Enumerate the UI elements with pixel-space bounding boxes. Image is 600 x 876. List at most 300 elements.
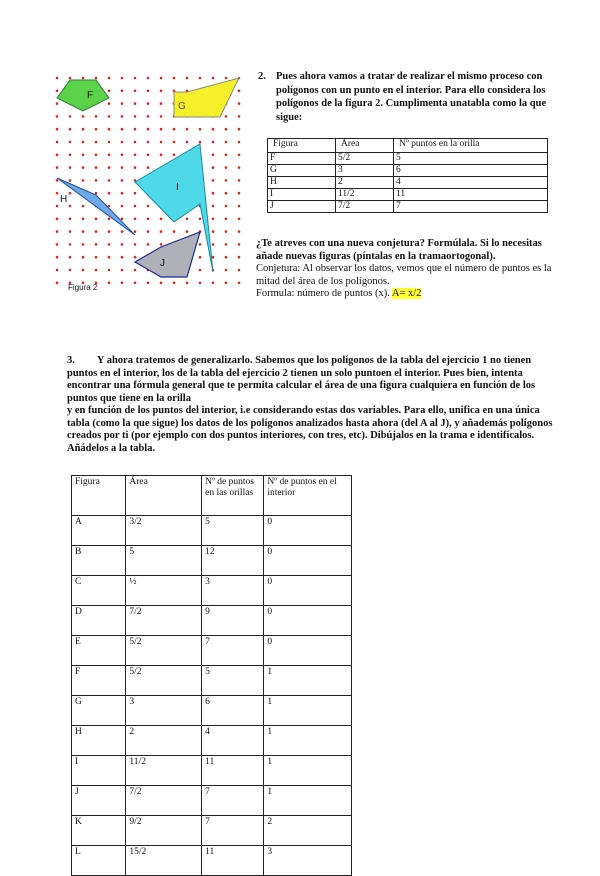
cell: 7/2 [336, 201, 394, 213]
grid-dot [212, 243, 215, 246]
grid-dot [238, 192, 241, 195]
header-puntos-interior: Nº de puntos en el interior [264, 476, 352, 516]
grid-dot [147, 141, 150, 144]
table-cell: 1 [264, 756, 352, 786]
grid-dot [160, 90, 163, 93]
table-cell: 11 [202, 846, 264, 876]
grid-dot [186, 282, 189, 285]
table-cell: I [72, 756, 126, 786]
grid-dot [147, 230, 150, 233]
grid-dot [82, 230, 85, 233]
grid-dot [225, 205, 228, 208]
formula-highlight: A= x/2 [391, 288, 422, 299]
grid-dot [238, 218, 241, 221]
grid-dot [108, 90, 111, 93]
grid-dot [69, 218, 72, 221]
grid-dot [147, 90, 150, 93]
table-cell: 3 [202, 576, 264, 606]
grid-dot [56, 166, 59, 169]
table-body [72, 516, 352, 876]
grid-dot [199, 77, 202, 80]
table-cell: K [72, 816, 126, 846]
table-row [72, 546, 352, 576]
table-cell: 11/2 [126, 756, 202, 786]
table-cell: 3 [126, 696, 202, 726]
grid-dot [56, 282, 59, 285]
grid-dot [225, 179, 228, 182]
grid-dot [95, 77, 98, 80]
grid-dot [108, 115, 111, 118]
grid-dot [121, 282, 124, 285]
cell: F [268, 153, 336, 165]
grid-dot [82, 141, 85, 144]
table-row [72, 516, 352, 546]
grid-dot [160, 77, 163, 80]
grid-dot [56, 90, 59, 93]
grid-dot [121, 256, 124, 259]
grid-dot [225, 154, 228, 157]
grid-dot [134, 269, 137, 272]
table-row [72, 846, 352, 876]
grid-dot [225, 128, 228, 131]
grid-dot [134, 102, 137, 105]
grid-dot [238, 256, 241, 259]
grid-dot [238, 115, 241, 118]
grid-dot [82, 154, 85, 157]
header-figura: Figura [72, 476, 126, 516]
grid-dot [160, 128, 163, 131]
label-h: H [60, 194, 68, 205]
grid-dot [121, 90, 124, 93]
grid-dot [225, 192, 228, 195]
grid-dot [238, 90, 241, 93]
grid-dot [56, 102, 59, 105]
grid-dot [160, 102, 163, 105]
grid-dot [199, 256, 202, 259]
grid-dot [212, 141, 215, 144]
cell: H [268, 177, 336, 189]
grid-dot [199, 282, 202, 285]
grid-dot [82, 166, 85, 169]
grid-dot [56, 192, 59, 195]
figure-2-dot-grid [52, 72, 247, 287]
grid-dot [212, 179, 215, 182]
grid-dot [134, 243, 137, 246]
grid-dot [56, 128, 59, 131]
grid-dot [173, 128, 176, 131]
table-cell: F [72, 666, 126, 696]
grid-dot [56, 179, 59, 182]
grid-dot [238, 243, 241, 246]
grid-dot [225, 77, 228, 80]
table-cell: 3/2 [126, 516, 202, 546]
grid-dot [173, 141, 176, 144]
grid-dot [108, 179, 111, 182]
grid-dot [95, 256, 98, 259]
table-row [72, 726, 352, 756]
label-j: J [160, 258, 165, 269]
polygon-h [57, 178, 135, 235]
grid-dot [134, 192, 137, 195]
conjecture-answer: Conjetura: Al observar los datos, vemos que el número de puntos es la mitad del área de los polígonos. [256, 263, 552, 287]
table-row [72, 576, 352, 606]
table-cell: 7 [202, 786, 264, 816]
grid-dot [56, 243, 59, 246]
table-cell: 5/2 [126, 636, 202, 666]
header-puntos-orillas: Nº de puntos en las orillas [202, 476, 264, 516]
grid-dot [56, 154, 59, 157]
grid-dot [121, 269, 124, 272]
grid-dot [108, 218, 111, 221]
cell: J [268, 201, 336, 213]
grid-dot [95, 269, 98, 272]
question-3-number: 3. [67, 355, 75, 366]
table-cell: D [72, 606, 126, 636]
cell: 7 [394, 201, 548, 213]
grid-dot [134, 115, 137, 118]
grid-dot [82, 115, 85, 118]
grid-dot [121, 205, 124, 208]
cell: 4 [394, 177, 548, 189]
grid-dot [225, 256, 228, 259]
table-row [268, 153, 548, 165]
table-cell: 0 [264, 606, 352, 636]
grid-dot [95, 243, 98, 246]
grid-dot [82, 218, 85, 221]
grid-dot [56, 218, 59, 221]
grid-dot [82, 243, 85, 246]
conjecture-prompt: ¿Te atreves con una nueva conjetura? Formúlala. Si lo necesitas añade nuevas figuras (píntalas en la tramaortogonal). [256, 238, 542, 262]
grid-dot [212, 192, 215, 195]
grid-dot [147, 154, 150, 157]
grid-dot [108, 243, 111, 246]
grid-dot [147, 218, 150, 221]
grid-dot [69, 230, 72, 233]
table-cell: 2 [264, 816, 352, 846]
grid-dot [147, 166, 150, 169]
grid-dot [95, 141, 98, 144]
grid-dot [199, 243, 202, 246]
cell: G [268, 165, 336, 177]
grid-dot [56, 269, 59, 272]
grid-dot [108, 128, 111, 131]
grid-dot [160, 282, 163, 285]
table-polygons-one-interior-point [267, 138, 548, 213]
header-area: Área [336, 139, 394, 153]
grid-dot [173, 230, 176, 233]
grid-dot [56, 256, 59, 259]
formula-prefix: Formula: número de puntos (x). [256, 288, 390, 299]
grid-dot [134, 218, 137, 221]
grid-dot [212, 282, 215, 285]
grid-dot [225, 115, 228, 118]
grid-dot [108, 282, 111, 285]
table-row [72, 696, 352, 726]
grid-dot [147, 282, 150, 285]
grid-dot [212, 77, 215, 80]
grid-dot [134, 128, 137, 131]
grid-dot [69, 192, 72, 195]
table-cell: 0 [264, 576, 352, 606]
grid-dot [238, 154, 241, 157]
question-3-part1 [67, 355, 557, 405]
grid-dot [69, 243, 72, 246]
cell: 5/2 [336, 153, 394, 165]
table-row [72, 756, 352, 786]
grid-dot [82, 205, 85, 208]
grid-dot [121, 102, 124, 105]
cell: 6 [394, 165, 548, 177]
table-cell: 1 [264, 666, 352, 696]
table-cell: 0 [264, 546, 352, 576]
grid-dot [160, 218, 163, 221]
grid-dot [225, 230, 228, 233]
table-cell: 12 [202, 546, 264, 576]
grid-dot [134, 205, 137, 208]
grid-dot [238, 166, 241, 169]
grid-dot [212, 154, 215, 157]
table-cell: 5 [202, 516, 264, 546]
grid-dot [108, 192, 111, 195]
question-2 [258, 70, 558, 124]
question-2-text: Pues ahora vamos a tratar de realizar el mismo proceso con polígonos con un punto en el interior. Para ello considera los polígonos de la figura 2. Cumplimenta unatabla como la que sigue: [276, 71, 547, 123]
grid-dot [238, 141, 241, 144]
grid-dot [108, 230, 111, 233]
table-cell: 7/2 [126, 786, 202, 816]
grid-dot [121, 141, 124, 144]
grid-dot [238, 230, 241, 233]
grid-dot [134, 90, 137, 93]
grid-dot [121, 154, 124, 157]
table-cell: 2 [126, 726, 202, 756]
grid-dot [121, 192, 124, 195]
grid-dot [69, 141, 72, 144]
table-row [268, 189, 548, 201]
grid-dot [108, 77, 111, 80]
grid-dot [225, 141, 228, 144]
table-cell: 15/2 [126, 846, 202, 876]
grid-dot [82, 77, 85, 80]
table-cell: ½ [126, 576, 202, 606]
grid-dot [212, 218, 215, 221]
table-cell: 4 [202, 726, 264, 756]
question-3-text-1: Y ahora tratemos de generalizarlo. Sabemos que los polígonos de la tabla del ejercicio 1 no tienen puntos en el interior, los de la tabla del ejercicio 2 tienen un solo puntoen el interior. Pues bien, intenta encontrar una fórmula general que te permita calcular el área de una figura cualquiera en función de los puntos que tiene en la orilla [67, 355, 536, 404]
table-cell: 11 [202, 756, 264, 786]
grid-dot [186, 230, 189, 233]
figure-caption: Figura 2 [68, 283, 98, 292]
grid-dot [160, 243, 163, 246]
grid-dot [173, 77, 176, 80]
table-cell: C [72, 576, 126, 606]
table-row [72, 786, 352, 816]
grid-dot [95, 154, 98, 157]
grid-dot [95, 179, 98, 182]
grid-dot [238, 128, 241, 131]
table-cell: 0 [264, 516, 352, 546]
grid-dot [225, 243, 228, 246]
table-cell: 0 [264, 636, 352, 666]
table-cell: 3 [264, 846, 352, 876]
grid-dot [121, 179, 124, 182]
grid-dot [160, 115, 163, 118]
table-cell: 6 [202, 696, 264, 726]
grid-dot [82, 179, 85, 182]
grid-dot [134, 141, 137, 144]
table-row [72, 636, 352, 666]
grid-dot [108, 102, 111, 105]
grid-dot [225, 282, 228, 285]
table-cell: H [72, 726, 126, 756]
grid-dot [56, 77, 59, 80]
grid-dot [186, 77, 189, 80]
grid-dot [108, 141, 111, 144]
header-area: Área [126, 476, 202, 516]
question-3-text-2: y en función de los puntos del interior, i.e considerando estas dos variables. Para ello, unifica en una única tabla (como la que sigue) los datos de los polígonos analizados hasta ahora (del A al J), y añademás polígonos creados por ti (por ejemplo con dos puntos interiores, con tres, etc). Dibújalos en la trama e identifícalos. Añádelos a la tabla. [67, 405, 553, 454]
grid-dot [173, 154, 176, 157]
cell: 11 [394, 189, 548, 201]
table-cell: 5 [202, 666, 264, 696]
table-cell: L [72, 846, 126, 876]
grid-dot [134, 282, 137, 285]
label-i: I [176, 182, 179, 193]
grid-dot [225, 269, 228, 272]
table-cell: 9 [202, 606, 264, 636]
grid-dot [212, 230, 215, 233]
grid-dot [147, 115, 150, 118]
grid-dot [147, 77, 150, 80]
grid-dot [69, 166, 72, 169]
cell: 2 [336, 177, 394, 189]
grid-dot [121, 77, 124, 80]
grid-dot [95, 166, 98, 169]
grid-dot [199, 128, 202, 131]
question-2-number: 2. [258, 71, 266, 82]
table-cell: 1 [264, 696, 352, 726]
grid-dot [121, 166, 124, 169]
grid-dot [82, 256, 85, 259]
header-figura: Figura [268, 139, 336, 153]
label-g: G [178, 101, 186, 112]
grid-dot [134, 154, 137, 157]
grid-dot [147, 102, 150, 105]
table-cell: B [72, 546, 126, 576]
grid-dot [121, 218, 124, 221]
grid-dot [186, 128, 189, 131]
grid-dot [82, 269, 85, 272]
table-unified-polygons [71, 475, 352, 876]
table-cell: 5 [126, 546, 202, 576]
cell: 11/2 [336, 189, 394, 201]
table-cell: 7 [202, 636, 264, 666]
grid-dot [121, 230, 124, 233]
grid-dot [186, 218, 189, 221]
grid-dot [56, 115, 59, 118]
grid-dot [160, 141, 163, 144]
grid-dot [82, 128, 85, 131]
table-cell: 5/2 [126, 666, 202, 696]
table-cell: 1 [264, 786, 352, 816]
table-cell: G [72, 696, 126, 726]
grid-dot [199, 141, 202, 144]
grid-dot [186, 141, 189, 144]
table-cell: 7 [202, 816, 264, 846]
table-row [72, 666, 352, 696]
table-row [268, 177, 548, 189]
grid-dot [95, 115, 98, 118]
question-3 [67, 355, 557, 455]
table-header-row [72, 476, 352, 516]
grid-dot [147, 205, 150, 208]
grid-dot [212, 128, 215, 131]
grid-dot [95, 128, 98, 131]
grid-dot [160, 154, 163, 157]
grid-dot [56, 205, 59, 208]
grid-dot [134, 230, 137, 233]
table-header-row [268, 139, 548, 153]
table-row [268, 165, 548, 177]
grid-dot [121, 115, 124, 118]
conjecture-block [256, 238, 556, 301]
grid-dot [238, 269, 241, 272]
grid-dot [108, 166, 111, 169]
grid-dot [147, 243, 150, 246]
table-cell: E [72, 636, 126, 666]
grid-dot [69, 128, 72, 131]
table-cell: 1 [264, 726, 352, 756]
grid-dot [121, 243, 124, 246]
grid-dot [69, 205, 72, 208]
grid-dot [108, 154, 111, 157]
grid-dot [69, 256, 72, 259]
grid-dot [121, 128, 124, 131]
table-cell: J [72, 786, 126, 816]
cell: 5 [394, 153, 548, 165]
polygon-f [57, 80, 109, 111]
grid-dot [134, 166, 137, 169]
grid-dot [212, 166, 215, 169]
grid-dot [225, 166, 228, 169]
table-row [72, 816, 352, 846]
grid-dot [69, 269, 72, 272]
grid-dot [95, 218, 98, 221]
grid-dot [147, 128, 150, 131]
grid-dot [212, 205, 215, 208]
grid-dot [238, 205, 241, 208]
grid-dot [238, 179, 241, 182]
grid-dot [199, 218, 202, 221]
grid-dot [69, 115, 72, 118]
table-row [268, 201, 548, 213]
cell: I [268, 189, 336, 201]
grid-dot [173, 282, 176, 285]
grid-dot [69, 77, 72, 80]
grid-dot [56, 230, 59, 233]
table-row [72, 606, 352, 636]
label-f: F [87, 90, 94, 101]
grid-dot [69, 179, 72, 182]
grid-dot [238, 102, 241, 105]
grid-dot [199, 269, 202, 272]
header-puntos-orilla: Nº puntos en la orilla [394, 139, 548, 153]
polygon-j [135, 232, 200, 277]
table-cell: 9/2 [126, 816, 202, 846]
grid-dot [108, 256, 111, 259]
grid-dot [108, 269, 111, 272]
grid-dot [225, 218, 228, 221]
grid-dot [160, 230, 163, 233]
cell: 3 [336, 165, 394, 177]
grid-dot [134, 256, 137, 259]
